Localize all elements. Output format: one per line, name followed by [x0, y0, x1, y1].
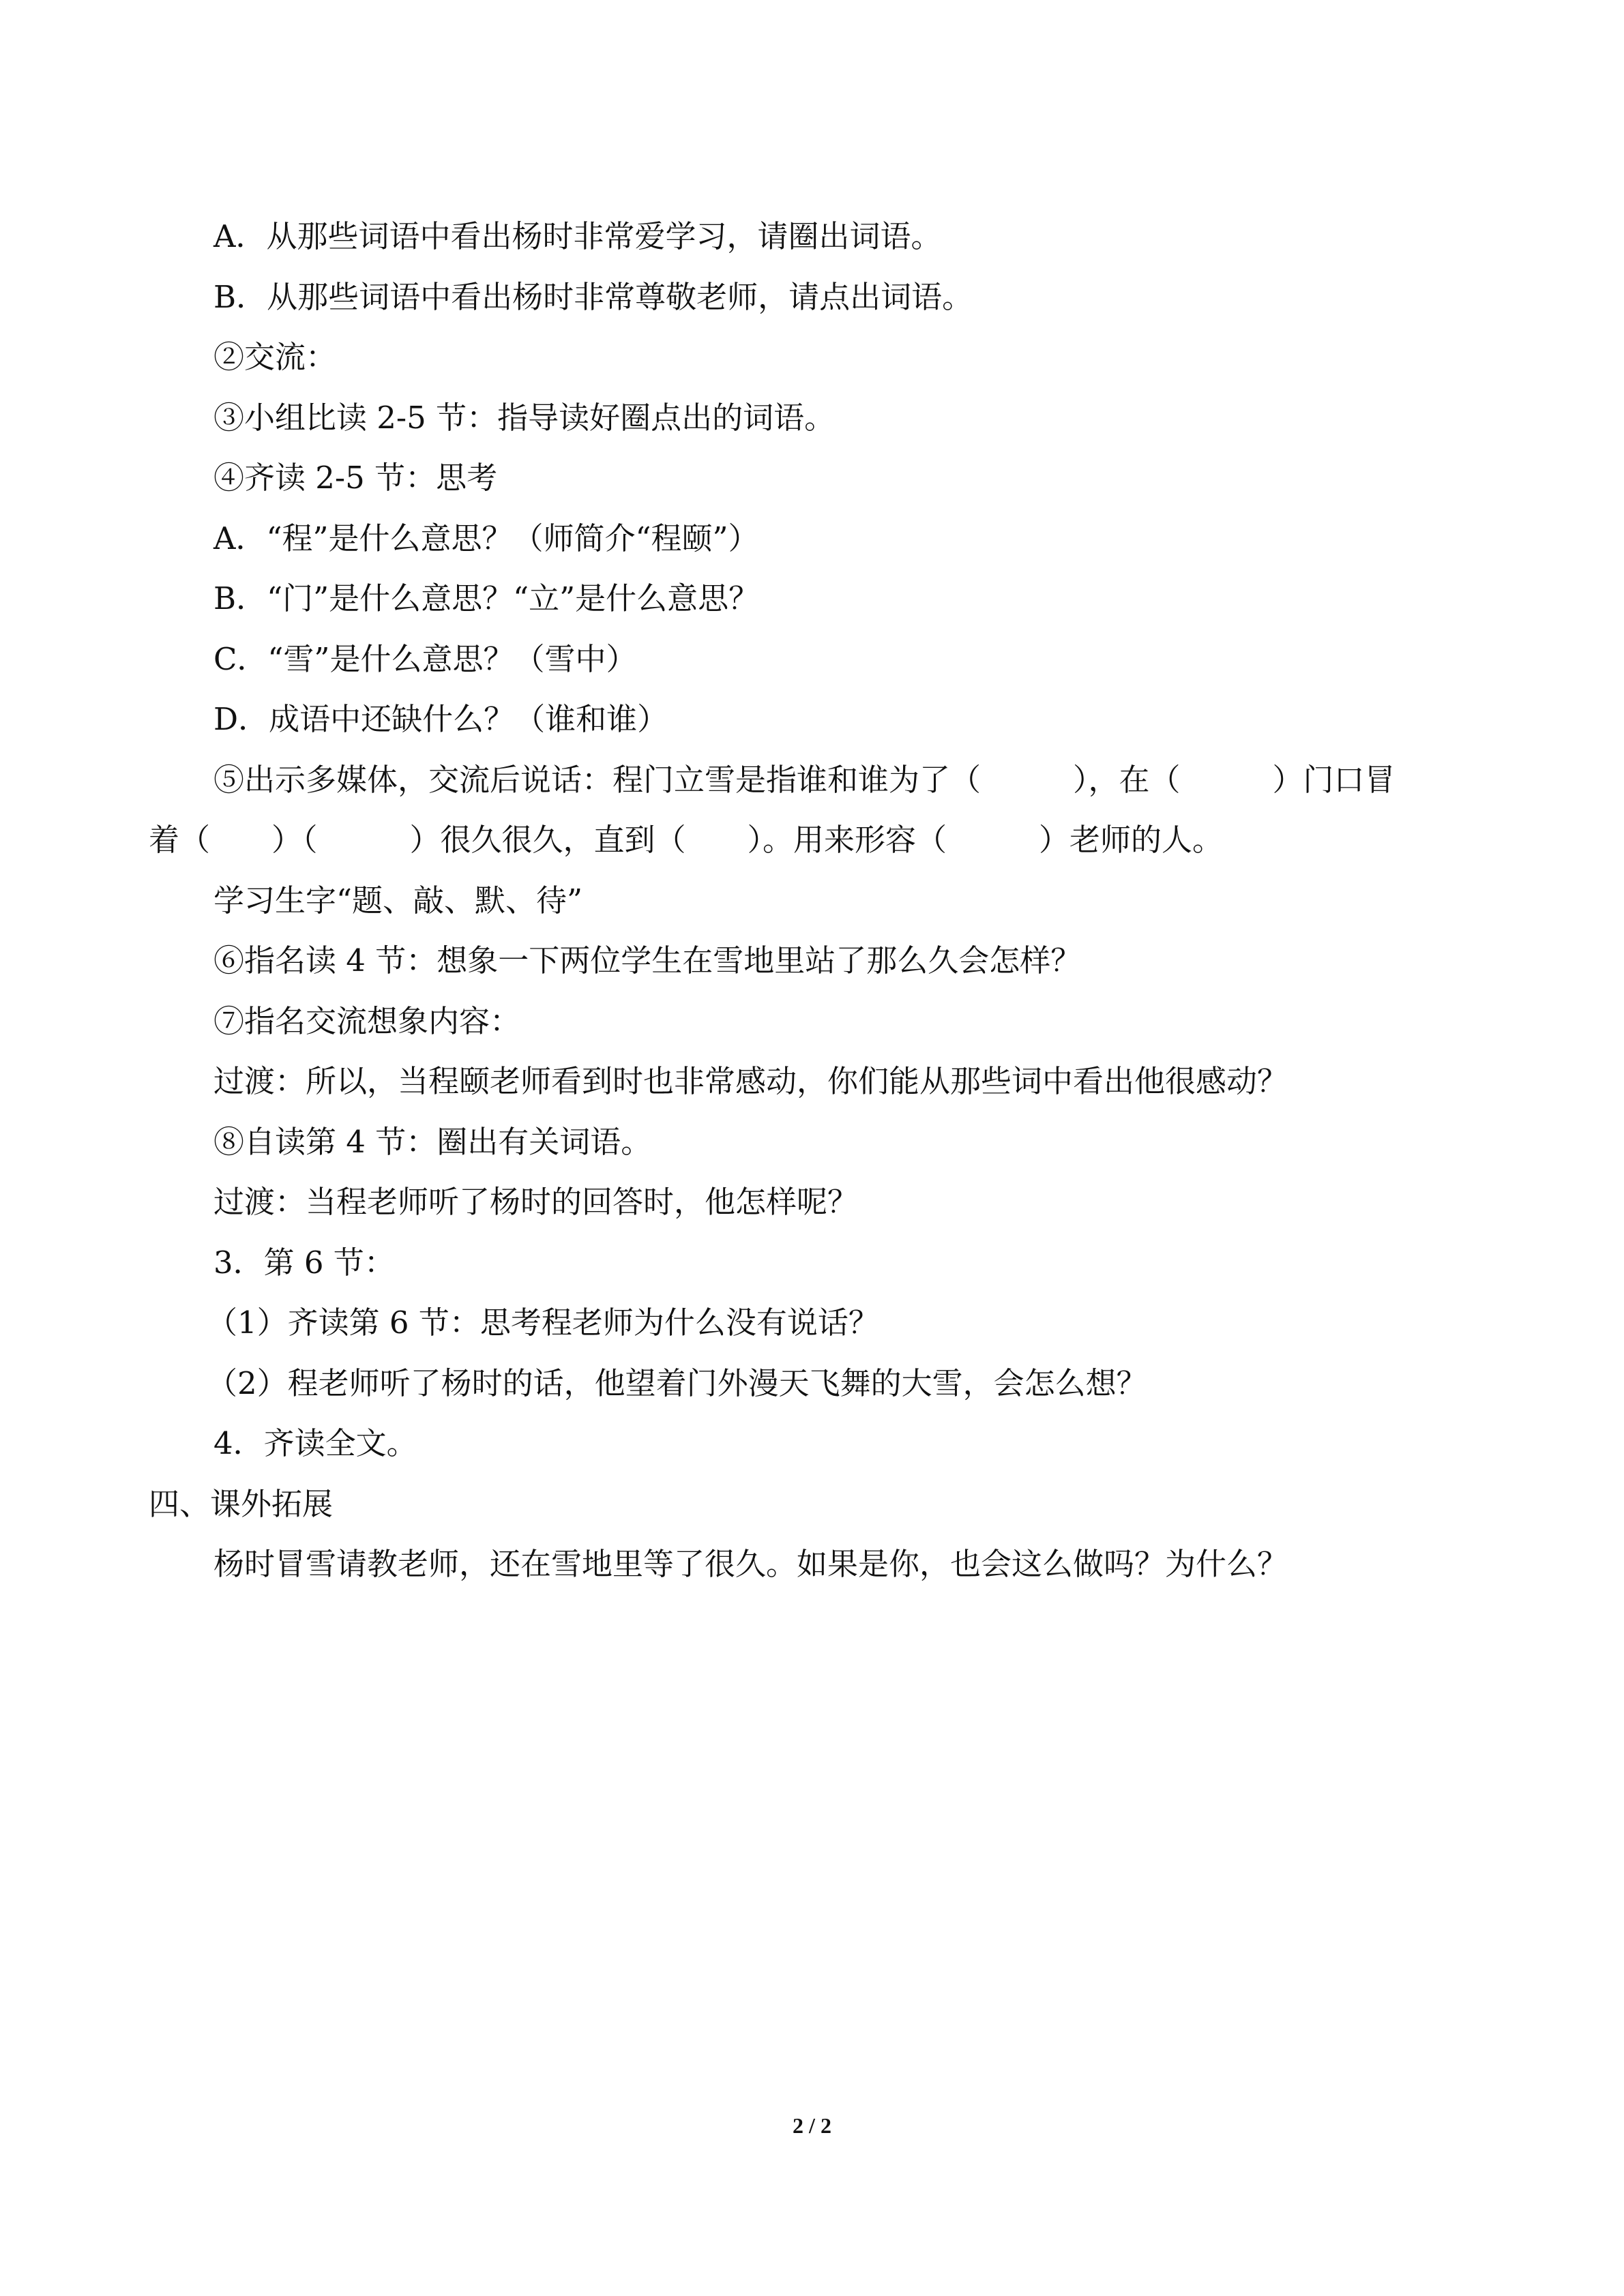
section-3-heading: 3．第 6 节： [213, 1244, 395, 1281]
step-5-fill-in-blank-continued: 着（ ）（ ）很久很久，直到（ ）。用来形容（ ）老师的人。 [149, 822, 1224, 858]
transition-1: 过渡：所以，当程颐老师看到时也非常感动，你们能从那些词中看出他很感动？ [213, 1063, 1288, 1099]
part-4-heading: 四、课外拓展 [149, 1485, 334, 1522]
step-8-self-reading: ⑧自读第 4 节：圈出有关词语。 [213, 1123, 652, 1160]
section-4-choral-full-text: 4．齐读全文。 [213, 1425, 417, 1461]
question-c-xue: C．“雪”是什么意思？（雪中） [213, 640, 637, 677]
question-b-men-li: B．“门”是什么意思？“立”是什么意思？ [213, 580, 760, 616]
step-2-exchange: ②交流： [213, 339, 337, 375]
sub-item-2: （2）程老师听了杨时的话，他望着门外漫天飞舞的大雪，会怎么想？ [207, 1365, 1147, 1401]
question-d-missing: D．成语中还缺什么？（谁和谁） [213, 701, 668, 737]
lesson-plan-body [149, 207, 1479, 1595]
step-b-dot-words: B．从那些词语中看出杨时非常尊敬老师，请点出词语。 [213, 278, 973, 315]
question-a-cheng: A．“程”是什么意思？（师简介“程颐”） [213, 520, 759, 556]
step-6-read-section-4: ⑥指名读 4 节：想象一下两位学生在雪地里站了那么久会怎样？ [213, 942, 1082, 979]
extension-question: 杨时冒雪请教老师，还在雪地里等了很久。如果是你，也会这么做吗？为什么？ [213, 1546, 1288, 1582]
transition-2: 过渡：当程老师听了杨时的回答时，他怎样呢？ [213, 1184, 859, 1220]
sub-item-1: （1）齐读第 6 节：思考程老师为什么没有说话？ [207, 1304, 879, 1341]
new-characters: 学习生字“题、敲、默、待” [213, 882, 583, 919]
step-3-group-reading: ③小组比读 2-5 节：指导读好圈点出的词语。 [213, 399, 836, 436]
step-4-choral-reading: ④齐读 2-5 节：思考 [213, 460, 498, 496]
step-a-circle-words: A．从那些词语中看出杨时非常爱学习，请圈出词语。 [213, 218, 942, 254]
step-5-fill-in-blank: ⑤出示多媒体，交流后说话：程门立雪是指谁和谁为了（ ），在（ ）门口冒 [213, 761, 1396, 798]
page-number: 2 / 2 [793, 2113, 831, 2138]
step-7-share-imagination: ⑦指名交流想象内容： [213, 1002, 521, 1039]
